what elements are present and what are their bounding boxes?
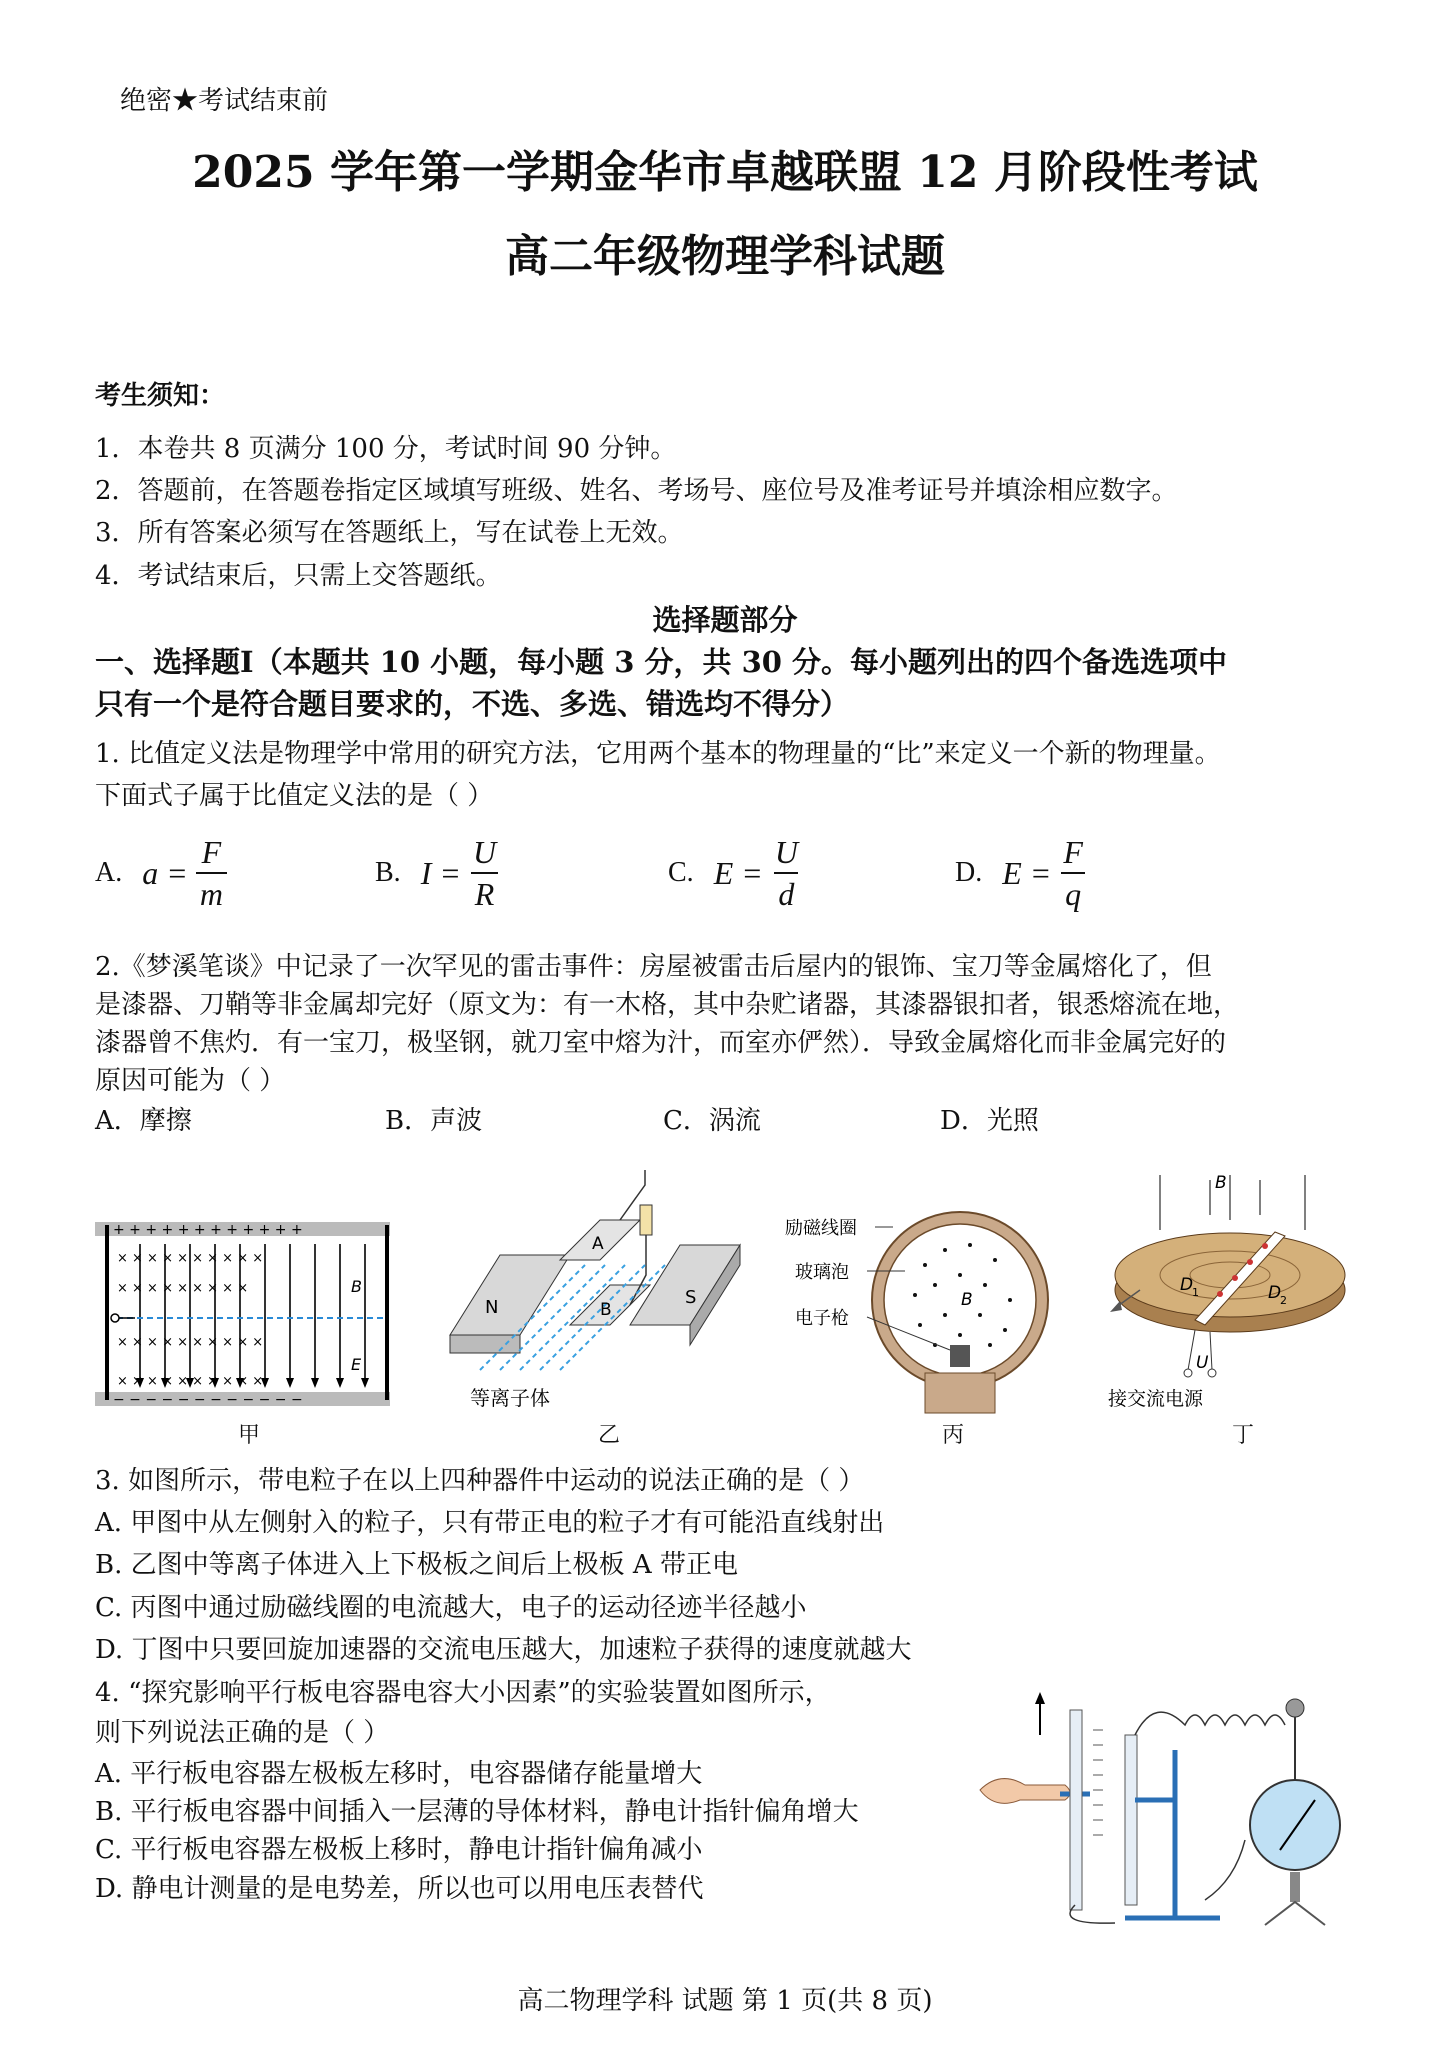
ding-d2-label: D — [1268, 1283, 1282, 1303]
svg-text:× × × × × × × ×: × × × × × × × × × × — [117, 1374, 264, 1389]
ding-b-label: B — [1215, 1173, 1227, 1193]
q1-option-c — [668, 832, 802, 914]
ding-d1-label: D — [1180, 1275, 1194, 1295]
notice-item: 2．答题前，在答题卷指定区域填写班级、姓名、考场号、座位号及准考证号并填涂相应数字。 — [95, 476, 1178, 506]
figure-jia — [95, 1220, 405, 1410]
q1-option-d — [955, 832, 1087, 914]
ding-d1-sub: 1 — [1192, 1286, 1199, 1299]
q4-stem: 4. “探究影响平行板电容器电容大小因素”的实验装置如图所示， — [95, 1678, 831, 1708]
exam-subtitle: 高二年级物理学科试题 — [505, 231, 945, 282]
q4-option-a: A. 平行板电容器左极板左移时，电容器储存能量增大 — [95, 1759, 703, 1789]
denominator: d — [774, 872, 798, 914]
q4-option-b: B. 平行板电容器中间插入一层薄的导体材料，静电计指针偏角增大 — [95, 1797, 859, 1827]
yi-s-label: S — [685, 1287, 697, 1308]
option-label: A. — [95, 857, 123, 888]
notice-item: 3．所有答案必须写在答题纸上，写在试卷上无效。 — [95, 518, 684, 548]
ding-d2-sub: 2 — [1280, 1294, 1287, 1307]
figure-ding-caption: 丁 — [1232, 1423, 1255, 1448]
figure-bing-caption: 丙 — [942, 1423, 965, 1448]
confidential-label: 绝密★考试结束前 — [120, 86, 329, 116]
numerator: F — [1063, 834, 1083, 870]
formula-lhs: a = — [142, 854, 188, 891]
jia-b-label: B — [351, 1277, 362, 1296]
bing-coil-label: 励磁线圈 — [785, 1218, 857, 1239]
svg-text:+ + + + + + + + + +: + + + + + + + + + + + + — [113, 1222, 303, 1238]
q4-option-c: C. 平行板电容器左极板上移时，静电计指针偏角减小 — [95, 1835, 703, 1865]
yi-n-label: N — [485, 1297, 499, 1318]
notice-item: 1．本卷共 8 页满分 100 分，考试时间 90 分钟。 — [95, 434, 677, 464]
q3-stem: 3. 如图所示，带电粒子在以上四种器件中运动的说法正确的是（ ） — [95, 1466, 865, 1496]
section-heading: 一、选择题Ⅰ（本题共 10 小题，每小题 3 分，共 30 分。每小题列出的四个备选选项中 — [95, 645, 1228, 679]
bing-bulb-label: 玻璃泡 — [795, 1262, 849, 1283]
notice-heading: 考生须知： — [95, 381, 226, 411]
section-title: 选择题部分 — [652, 603, 798, 637]
figure-yi — [440, 1165, 770, 1415]
q1-stem: 1. 比值定义法是物理学中常用的研究方法，它用两个基本的物理量的“比”来定义一个新的物理量。 — [95, 739, 1221, 769]
formula-lhs: E = — [713, 854, 763, 891]
q2-option-b: B．声波 — [385, 1106, 483, 1136]
formula-lhs: E = — [1002, 854, 1052, 891]
q3-option-b: B. 乙图中等离子体进入上下极板之间后上极板 A 带正电 — [95, 1550, 738, 1580]
notice-item: 4．考试结束后，只需上交答题纸。 — [95, 561, 502, 591]
numerator: F — [201, 834, 222, 870]
yi-a-label: A — [592, 1234, 604, 1254]
q2-option-d: D．光照 — [940, 1106, 1039, 1136]
q2-stem: 2.《梦溪笔谈》中记录了一次罕见的雷击事件：房屋被雷击后屋内的银饰、宝刀等金属熔化了，但 — [95, 952, 1212, 982]
q4-stem: 则下列说法正确的是（ ） — [95, 1718, 390, 1748]
figure-q4-electrometer — [975, 1690, 1355, 1930]
svg-text:− − − − − − − − − −: − − − − − − − − − − − − — [113, 1392, 303, 1408]
q1-option-a — [95, 832, 227, 914]
q2-stem: 原因可能为（ ） — [95, 1066, 286, 1096]
ding-source-label: 接交流电源 — [1108, 1388, 1204, 1410]
option-label: D. — [955, 857, 983, 888]
q3-option-d: D. 丁图中只要回旋加速器的交流电压越大，加速粒子获得的速度就越大 — [95, 1635, 912, 1665]
ding-u-label: U — [1196, 1353, 1209, 1373]
svg-text:× × × × × × × ×: × × × × × × × × × × — [117, 1251, 264, 1266]
page-footer: 高二物理学科 试题 第 1 页(共 8 页) — [517, 1986, 933, 2016]
q3-option-a: A. 甲图中从左侧射入的粒子，只有带正电的粒子才有可能沿直线射出 — [95, 1508, 885, 1538]
figure-ding — [1100, 1170, 1360, 1420]
jia-e-label: E — [351, 1355, 362, 1374]
q2-option-a: A．摩擦 — [95, 1106, 192, 1136]
section-heading: 只有一个是符合题目要求的，不选、多选、错选均不得分） — [95, 687, 850, 721]
q2-option-c: C．涡流 — [663, 1106, 761, 1136]
q3-option-c: C. 丙图中通过励磁线圈的电流越大，电子的运动径迹半径越小 — [95, 1593, 807, 1623]
bing-gun-label: 电子枪 — [795, 1308, 849, 1329]
q4-option-d: D. 静电计测量的是电势差，所以也可以用电压表替代 — [95, 1874, 704, 1904]
q1-option-b — [375, 832, 500, 914]
yi-plasma-label: 等离子体 — [470, 1386, 550, 1410]
q1-stem: 下面式子属于比值定义法的是（ ） — [95, 781, 494, 811]
figure-bing — [785, 1205, 1055, 1415]
denominator: q — [1061, 872, 1085, 914]
q2-stem: 漆器曾不焦灼．有一宝刀，极坚钢，就刀室中熔为汁，而室亦俨然）．导致金属熔化而非金属完好的 — [95, 1028, 1227, 1058]
exam-title: 2025 学年第一学期金华市卓越联盟 12 月阶段性考试 — [192, 147, 1258, 198]
bing-b-label: B — [961, 1290, 973, 1310]
option-label: C. — [668, 857, 694, 888]
svg-text:× × × × × × × ×: × × × × × × × × × — [117, 1281, 249, 1296]
numerator: U — [774, 834, 798, 870]
q2-stem: 是漆器、刀鞘等非金属却完好（原文为：有一木格，其中杂贮诸器，其漆器银扣者，银悉熔流在地， — [95, 990, 1240, 1020]
figure-yi-caption: 乙 — [598, 1423, 621, 1448]
denominator: R — [471, 872, 499, 914]
formula-lhs: I = — [420, 854, 461, 891]
denominator: m — [196, 872, 227, 914]
option-label: B. — [375, 857, 401, 888]
figure-jia-caption: 甲 — [238, 1423, 261, 1448]
numerator: U — [472, 834, 497, 870]
svg-text:× × × × × × × ×: × × × × × × × × × × — [117, 1335, 264, 1350]
yi-b-label: B — [600, 1300, 612, 1320]
